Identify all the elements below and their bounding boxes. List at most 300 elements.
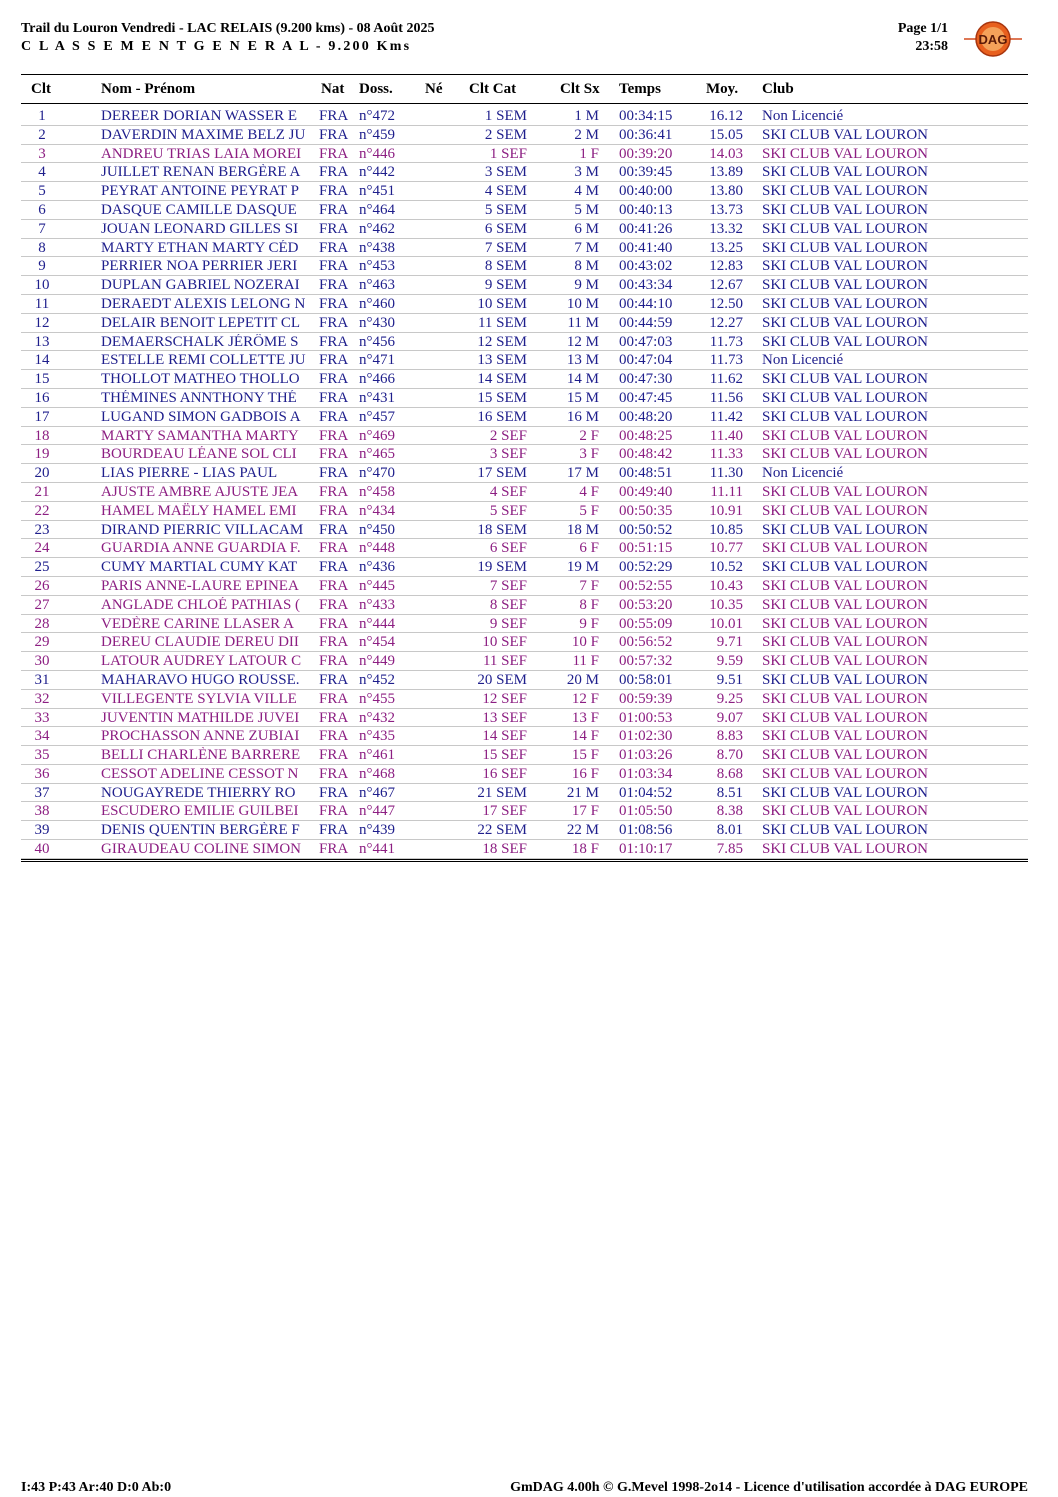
cell-avg-speed: 12.50	[709, 295, 743, 312]
cell-name: MARTY ETHAN MARTY CÉD	[101, 239, 299, 256]
cell-rank: 33	[34, 709, 50, 726]
header-rule	[21, 74, 1028, 75]
cell-time: 00:36:41	[619, 126, 673, 143]
cell-name: DEREU CLAUDIE DEREU DII	[101, 634, 299, 651]
cell-bib: n°464	[359, 201, 395, 218]
cell-time: 00:57:32	[619, 653, 673, 670]
cell-sex-rank: 17 M	[566, 465, 599, 482]
cell-name: DUPLAN GABRIEL NOZERAI	[101, 277, 300, 294]
cell-bib: n°465	[359, 446, 395, 463]
cell-time: 00:49:40	[619, 483, 673, 500]
cell-sex-rank: 5 F	[579, 502, 599, 519]
cell-sex-rank: 11 F	[572, 653, 599, 670]
cell-nat: FRA	[319, 765, 349, 782]
cell-rank: 34	[34, 728, 50, 745]
col-clt: Clt	[31, 81, 51, 97]
cell-nat: FRA	[319, 634, 349, 651]
cell-avg-speed: 13.25	[709, 239, 743, 256]
cell-name: GUARDIA ANNE GUARDIA F.	[101, 540, 301, 557]
cell-club: SKI CLUB VAL LOURON	[762, 521, 928, 538]
cell-time: 00:48:51	[619, 465, 673, 482]
cell-category-rank: 1 SEF	[489, 145, 527, 162]
cell-club: SKI CLUB VAL LOURON	[762, 427, 928, 444]
cell-name: ANGLADE CHLOÉ PATHIAS (	[101, 596, 301, 613]
table-row	[21, 445, 1028, 464]
cell-category-rank: 18 SEF	[482, 841, 527, 858]
cell-nat: FRA	[319, 747, 349, 764]
cell-rank: 6	[38, 201, 46, 218]
cell-club: SKI CLUB VAL LOURON	[762, 371, 928, 388]
cell-bib: n°472	[359, 108, 395, 124]
cell-club: SKI CLUB VAL LOURON	[762, 728, 928, 745]
cell-nat: FRA	[319, 258, 349, 275]
cell-nat: FRA	[319, 653, 349, 670]
col-ne: Né	[425, 81, 443, 97]
cell-name: PROCHASSON ANNE ZUBIAI	[101, 728, 300, 745]
cell-club: SKI CLUB VAL LOURON	[762, 577, 928, 594]
cell-avg-speed: 10.01	[709, 615, 743, 632]
cell-club: SKI CLUB VAL LOURON	[762, 559, 928, 576]
cell-name: DEMAERSCHALK JÉRÔME S	[101, 333, 299, 350]
cell-time: 01:08:56	[619, 822, 673, 839]
cell-time: 00:40:00	[619, 183, 673, 200]
cell-avg-speed: 11.73	[709, 333, 743, 350]
cell-name: ANDREU TRIAS LAIA MOREI	[101, 145, 302, 162]
cell-time: 00:39:45	[619, 164, 673, 181]
cell-time: 00:43:02	[619, 258, 673, 275]
cell-club: SKI CLUB VAL LOURON	[762, 239, 928, 256]
cell-category-rank: 14 SEM	[477, 371, 527, 388]
logo-text: DAG	[978, 32, 1008, 47]
cell-bib: n°448	[359, 540, 395, 557]
cell-avg-speed: 11.73	[709, 352, 743, 369]
table-row	[21, 351, 1028, 370]
cell-time: 00:41:26	[619, 220, 673, 237]
footer-stats: I:43 P:43 Ar:40 D:0 Ab:0	[21, 1480, 172, 1495]
cell-category-rank: 4 SEM	[484, 183, 527, 200]
cell-sex-rank: 12 M	[566, 333, 599, 350]
table-row	[21, 182, 1028, 201]
table-row	[21, 802, 1028, 821]
cell-avg-speed: 13.73	[709, 201, 743, 218]
cell-name: DENIS QUENTIN BERGÈRE F	[101, 822, 300, 839]
cell-category-rank: 17 SEM	[477, 465, 527, 482]
cell-nat: FRA	[319, 577, 349, 594]
cell-sex-rank: 3 F	[579, 446, 599, 463]
cell-rank: 38	[34, 803, 50, 820]
cell-rank: 18	[34, 427, 50, 444]
cell-category-rank: 11 SEF	[482, 653, 527, 670]
cell-category-rank: 1 SEM	[484, 108, 527, 124]
table-row	[21, 408, 1028, 427]
cell-avg-speed: 8.38	[716, 803, 743, 820]
cell-time: 00:41:40	[619, 239, 673, 256]
cell-nat: FRA	[319, 671, 349, 688]
cell-time: 00:34:15	[619, 108, 673, 124]
cell-name: NOUGAYREDE THIERRY RO	[101, 784, 296, 801]
cell-time: 00:47:45	[619, 389, 673, 406]
cell-club: SKI CLUB VAL LOURON	[762, 671, 928, 688]
cell-category-rank: 18 SEM	[477, 521, 527, 538]
cell-club: SKI CLUB VAL LOURON	[762, 634, 928, 651]
table-row	[21, 295, 1028, 314]
cell-avg-speed: 12.27	[709, 314, 743, 331]
cell-time: 01:05:50	[619, 803, 673, 820]
cell-time: 00:51:15	[619, 540, 673, 557]
cell-avg-speed: 9.71	[716, 634, 743, 651]
cell-avg-speed: 8.70	[716, 747, 743, 764]
cell-nat: FRA	[319, 803, 349, 820]
cell-time: 00:48:25	[619, 427, 673, 444]
cell-avg-speed: 10.43	[709, 577, 743, 594]
cell-sex-rank: 9 M	[574, 277, 599, 294]
cell-nat: FRA	[319, 427, 349, 444]
cell-category-rank: 8 SEM	[484, 258, 527, 275]
cell-rank: 35	[34, 747, 50, 764]
cell-category-rank: 8 SEF	[489, 596, 527, 613]
cell-time: 00:48:20	[619, 408, 673, 425]
cell-time: 00:56:52	[619, 634, 673, 651]
cell-sex-rank: 2 F	[579, 427, 599, 444]
cell-avg-speed: 10.91	[709, 502, 743, 519]
cell-bib: n°445	[359, 577, 395, 594]
cell-club: SKI CLUB VAL LOURON	[762, 841, 928, 858]
table-row	[21, 671, 1028, 690]
cell-bib: n°442	[359, 164, 395, 181]
cell-category-rank: 13 SEF	[482, 709, 527, 726]
table-row	[21, 652, 1028, 671]
cell-category-rank: 15 SEF	[482, 747, 527, 764]
table-row	[21, 126, 1028, 145]
cell-rank: 7	[38, 220, 46, 237]
cell-bib: n°460	[359, 295, 395, 312]
cell-category-rank: 7 SEM	[484, 239, 527, 256]
cell-time: 00:58:01	[619, 671, 673, 688]
cell-nat: FRA	[319, 126, 349, 143]
cell-sex-rank: 3 M	[574, 164, 599, 181]
cell-name: LIAS PIERRE - LIAS PAUL	[101, 465, 278, 482]
cell-rank: 31	[34, 671, 50, 688]
cell-time: 00:44:59	[619, 314, 673, 331]
cell-category-rank: 13 SEM	[477, 352, 527, 369]
cell-rank: 17	[34, 408, 50, 425]
cell-avg-speed: 8.01	[716, 822, 743, 839]
cell-name: DEREER DORIAN WASSER E	[101, 108, 297, 124]
cell-category-rank: 7 SEF	[489, 577, 527, 594]
table-end-rule	[21, 859, 1028, 862]
cell-bib: n°456	[359, 333, 395, 350]
cell-avg-speed: 10.35	[709, 596, 743, 613]
cell-sex-rank: 18 M	[566, 521, 599, 538]
cell-club: SKI CLUB VAL LOURON	[762, 314, 928, 331]
cell-sex-rank: 11 M	[567, 314, 599, 331]
cell-club: SKI CLUB VAL LOURON	[762, 446, 928, 463]
table-row	[21, 257, 1028, 276]
cell-rank: 3	[38, 145, 46, 162]
cell-rank: 37	[34, 784, 50, 801]
cell-bib: n°438	[359, 239, 395, 256]
cell-avg-speed: 10.77	[709, 540, 743, 557]
cell-sex-rank: 13 M	[566, 352, 599, 369]
cell-time: 00:47:03	[619, 333, 673, 350]
cell-bib: n°468	[359, 765, 395, 782]
cell-bib: n°431	[359, 389, 395, 406]
cell-bib: n°450	[359, 521, 395, 538]
cell-nat: FRA	[319, 709, 349, 726]
table-row	[21, 746, 1028, 765]
cell-rank: 36	[34, 765, 50, 782]
cell-bib: n°449	[359, 653, 395, 670]
table-row	[21, 201, 1028, 220]
cell-name: DELAIR BENOIT LEPETIT CL	[101, 314, 301, 331]
cell-avg-speed: 13.89	[709, 164, 743, 181]
cell-sex-rank: 13 F	[571, 709, 599, 726]
table-row	[21, 784, 1028, 803]
print-time: 23:58	[915, 39, 948, 54]
table-row	[21, 821, 1028, 840]
cell-nat: FRA	[319, 295, 349, 312]
cell-sex-rank: 4 M	[574, 183, 599, 200]
cell-avg-speed: 13.32	[709, 220, 743, 237]
table-row	[21, 333, 1028, 352]
cell-name: MAHARAVO HUGO ROUSSE.	[101, 671, 300, 688]
cell-category-rank: 5 SEF	[489, 502, 527, 519]
report-title: Trail du Louron Vendredi - LAC RELAIS (9.200 kms) - 08 Août 2025	[21, 21, 435, 36]
cell-sex-rank: 9 F	[579, 615, 599, 632]
cell-sex-rank: 21 M	[566, 784, 599, 801]
cell-name: GIRAUDEAU COLINE SIMON	[101, 841, 301, 858]
cell-rank: 13	[34, 333, 50, 350]
cell-time: 00:55:09	[619, 615, 673, 632]
cell-sex-rank: 18 F	[571, 841, 599, 858]
table-row	[21, 163, 1028, 182]
cell-bib: n°467	[359, 784, 395, 801]
cell-nat: FRA	[319, 728, 349, 745]
cell-rank: 19	[34, 446, 50, 463]
cell-sex-rank: 10 F	[571, 634, 599, 651]
table-row	[21, 558, 1028, 577]
cell-avg-speed: 11.42	[709, 408, 743, 425]
cell-bib: n°470	[359, 465, 395, 482]
cell-avg-speed: 9.25	[716, 690, 743, 707]
cell-club: SKI CLUB VAL LOURON	[762, 145, 928, 162]
cell-avg-speed: 13.80	[709, 183, 743, 200]
cell-nat: FRA	[319, 314, 349, 331]
cell-time: 00:52:29	[619, 559, 673, 576]
cell-rank: 23	[34, 521, 50, 538]
cell-bib: n°441	[359, 841, 395, 858]
cell-bib: n°434	[359, 502, 395, 519]
cell-time: 00:52:55	[619, 577, 673, 594]
cell-name: AJUSTE AMBRE AJUSTE JEA	[101, 483, 299, 500]
cell-bib: n°469	[359, 427, 395, 444]
cell-rank: 14	[34, 352, 50, 369]
cell-club: SKI CLUB VAL LOURON	[762, 747, 928, 764]
cell-rank: 40	[34, 841, 50, 858]
cell-nat: FRA	[319, 333, 349, 350]
cell-name: MARTY SAMANTHA MARTY	[101, 427, 299, 444]
cell-category-rank: 16 SEM	[477, 408, 527, 425]
cell-name: PEYRAT ANTOINE PEYRAT P	[101, 183, 299, 200]
cell-sex-rank: 4 F	[579, 483, 599, 500]
cell-sex-rank: 22 M	[566, 822, 599, 839]
cell-sex-rank: 14 M	[566, 371, 599, 388]
cell-name: THÉMINES ANNTHONY THÉ	[101, 389, 297, 406]
cell-rank: 10	[34, 277, 50, 294]
report-header	[21, 20, 434, 56]
cell-rank: 2	[38, 126, 46, 143]
cell-nat: FRA	[319, 220, 349, 237]
cell-time: 00:47:30	[619, 371, 673, 388]
column-header-rule	[21, 103, 1028, 104]
cell-rank: 30	[34, 653, 50, 670]
cell-club: SKI CLUB VAL LOURON	[762, 295, 928, 312]
cell-nat: FRA	[319, 164, 349, 181]
cell-club: SKI CLUB VAL LOURON	[762, 201, 928, 218]
cell-category-rank: 6 SEM	[484, 220, 527, 237]
cell-nat: FRA	[319, 841, 349, 858]
cell-sex-rank: 15 F	[571, 747, 599, 764]
cell-category-rank: 15 SEM	[477, 389, 527, 406]
cell-club: SKI CLUB VAL LOURON	[762, 653, 928, 670]
cell-rank: 24	[34, 540, 50, 557]
cell-avg-speed: 7.85	[716, 841, 743, 858]
cell-avg-speed: 10.85	[709, 521, 743, 538]
cell-avg-speed: 11.30	[709, 465, 743, 482]
cell-bib: n°453	[359, 258, 395, 275]
cell-avg-speed: 11.33	[709, 446, 743, 463]
cell-rank: 12	[34, 314, 50, 331]
cell-category-rank: 9 SEF	[489, 615, 527, 632]
cell-name: DASQUE CAMILLE DASQUE	[101, 201, 297, 218]
cell-name: CUMY MARTIAL CUMY KAT	[101, 559, 298, 576]
table-row	[21, 427, 1028, 446]
cell-sex-rank: 1 F	[579, 145, 599, 162]
cell-name: ESTELLE REMI COLLETTE JU	[101, 352, 306, 369]
cell-nat: FRA	[319, 408, 349, 425]
cell-bib: n°455	[359, 690, 395, 707]
cell-sex-rank: 16 F	[571, 765, 599, 782]
cell-name: PARIS ANNE-LAURE EPINEA	[101, 577, 299, 594]
cell-rank: 21	[34, 483, 50, 500]
cell-sex-rank: 5 M	[574, 201, 599, 218]
cell-nat: FRA	[319, 822, 349, 839]
cell-club: SKI CLUB VAL LOURON	[762, 126, 928, 143]
cell-sex-rank: 14 F	[571, 728, 599, 745]
report-subtitle: C L A S S E M E N T G E N E R A L - 9.200 Kms	[21, 39, 412, 54]
cell-category-rank: 21 SEM	[477, 784, 527, 801]
cell-club: Non Licencié	[762, 108, 844, 124]
table-row	[21, 239, 1028, 258]
cell-club: SKI CLUB VAL LOURON	[762, 408, 928, 425]
cell-nat: FRA	[319, 277, 349, 294]
cell-bib: n°458	[359, 483, 395, 500]
table-row	[21, 389, 1028, 408]
cell-time: 00:47:04	[619, 352, 673, 369]
table-row	[21, 615, 1028, 634]
cell-rank: 26	[34, 577, 50, 594]
cell-bib: n°459	[359, 126, 395, 143]
cell-club: SKI CLUB VAL LOURON	[762, 389, 928, 406]
cell-bib: n°430	[359, 314, 395, 331]
cell-name: VEDÈRE CARINE LLASER A	[101, 615, 294, 632]
cell-rank: 15	[34, 371, 50, 388]
col-name: Nom - Prénom	[101, 81, 196, 97]
column-headers	[21, 76, 1028, 102]
cell-nat: FRA	[319, 446, 349, 463]
cell-bib: n°436	[359, 559, 395, 576]
cell-category-rank: 22 SEM	[477, 822, 527, 839]
cell-bib: n°471	[359, 352, 395, 369]
cell-bib: n°451	[359, 183, 395, 200]
cell-time: 00:59:39	[619, 690, 673, 707]
cell-rank: 11	[34, 295, 50, 312]
cell-time: 00:40:13	[619, 201, 673, 218]
cell-category-rank: 11 SEM	[477, 314, 527, 331]
cell-rank: 29	[34, 634, 50, 651]
cell-nat: FRA	[319, 465, 349, 482]
cell-avg-speed: 8.68	[716, 765, 743, 782]
cell-name: LUGAND SIMON GADBOIS A	[101, 408, 301, 425]
cell-club: SKI CLUB VAL LOURON	[762, 765, 928, 782]
col-doss: Doss.	[359, 81, 393, 97]
cell-club: SKI CLUB VAL LOURON	[762, 258, 928, 275]
results-table	[21, 107, 1028, 859]
cell-sex-rank: 8 F	[579, 596, 599, 613]
cell-club: SKI CLUB VAL LOURON	[762, 183, 928, 200]
cell-rank: 20	[34, 465, 50, 482]
cell-time: 00:48:42	[619, 446, 673, 463]
cell-avg-speed: 12.83	[709, 258, 743, 275]
cell-club: SKI CLUB VAL LOURON	[762, 690, 928, 707]
cell-name: DIRAND PIERRIC VILLACAM	[101, 521, 304, 538]
table-row	[21, 577, 1028, 596]
cell-club: SKI CLUB VAL LOURON	[762, 803, 928, 820]
table-row	[21, 521, 1028, 540]
cell-club: SKI CLUB VAL LOURON	[762, 483, 928, 500]
cell-rank: 16	[34, 389, 50, 406]
cell-sex-rank: 15 M	[566, 389, 599, 406]
cell-avg-speed: 11.40	[709, 427, 743, 444]
cell-category-rank: 3 SEF	[489, 446, 527, 463]
cell-name: DERAEDT ALEXIS LELONG N	[101, 295, 306, 312]
cell-rank: 25	[34, 559, 50, 576]
cell-bib: n°435	[359, 728, 395, 745]
cell-avg-speed: 11.62	[709, 371, 743, 388]
cell-name: DAVERDIN MAXIME BELZ JU	[101, 126, 306, 143]
cell-category-rank: 17 SEF	[482, 803, 527, 820]
cell-bib: n°432	[359, 709, 395, 726]
cell-category-rank: 12 SEM	[477, 333, 527, 350]
cell-sex-rank: 16 M	[566, 408, 599, 425]
cell-bib: n°446	[359, 145, 395, 162]
cell-nat: FRA	[319, 201, 349, 218]
cell-nat: FRA	[319, 540, 349, 557]
cell-time: 01:03:26	[619, 747, 673, 764]
cell-bib: n°463	[359, 277, 395, 294]
cell-sex-rank: 1 M	[574, 108, 599, 124]
cell-club: SKI CLUB VAL LOURON	[762, 822, 928, 839]
cell-club: SKI CLUB VAL LOURON	[762, 784, 928, 801]
cell-sex-rank: 19 M	[566, 559, 599, 576]
cell-bib: n°466	[359, 371, 395, 388]
dag-logo	[962, 19, 1024, 59]
cell-avg-speed: 11.56	[709, 389, 743, 406]
cell-nat: FRA	[319, 183, 349, 200]
cell-nat: FRA	[319, 690, 349, 707]
cell-sex-rank: 6 F	[579, 540, 599, 557]
cell-avg-speed: 14.03	[709, 145, 743, 162]
